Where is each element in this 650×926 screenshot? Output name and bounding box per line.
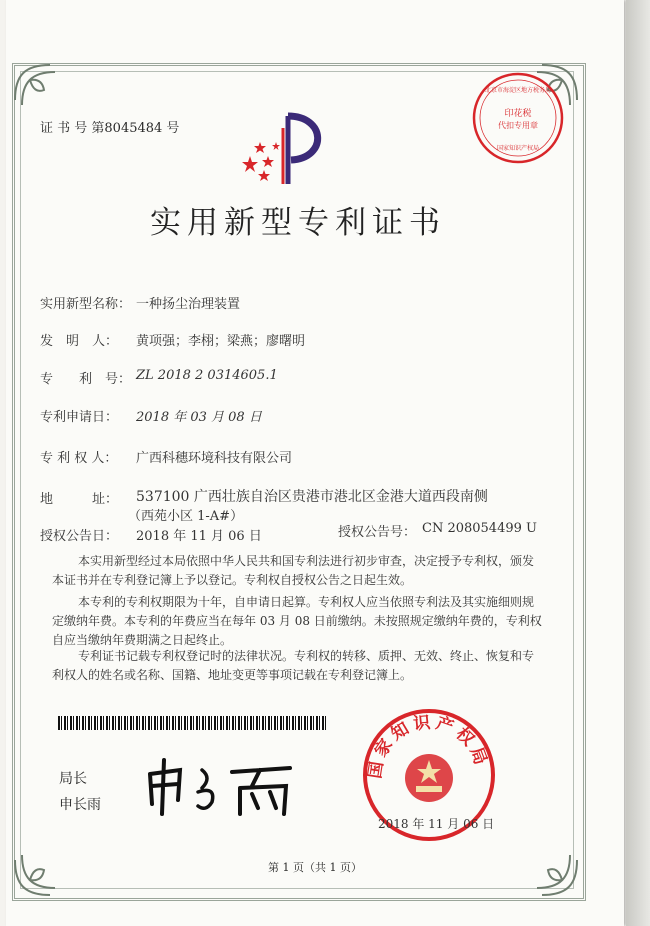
address-label: 地 址： xyxy=(40,492,119,507)
patentee-value: 广西科穗环境科技有限公司 xyxy=(136,451,293,466)
page-edge xyxy=(626,0,650,926)
grant-number-label: 授权公告号： xyxy=(338,525,417,540)
certificate-number: 证 书 号 第8045484 号 xyxy=(40,121,180,136)
grant-date-label: 授权公告日： xyxy=(40,529,119,544)
certificate-title: 实用新型专利证书 xyxy=(150,205,446,241)
model-name-value: 一种扬尘治理装置 xyxy=(136,297,241,312)
filing-date-value: 2018 年 03 月 08 日 xyxy=(136,410,262,425)
paragraph-3-line-1: 专利证书记载专利权登记时的法律状况。专利权的转移、质押、无效、终止、恢复和专 xyxy=(78,649,535,663)
patentee-label: 专 利 权 人： xyxy=(40,451,118,466)
tax-stamp-center-2: 代扣专用章 xyxy=(498,121,538,130)
tax-stamp-center-1: 印花税 xyxy=(504,109,532,119)
tax-stamp-bottom-text: 国家知识产权局 xyxy=(496,145,540,152)
national-emblem-icon xyxy=(405,754,453,802)
seal-ring-text: 国家知识产权局 xyxy=(365,712,492,780)
director-title: 局长 xyxy=(59,771,87,787)
paragraph-3-line-2: 利权人的姓名或名称、国籍、地址变更等事项记载在专利登记簿上。 xyxy=(52,668,413,682)
paragraph-2-line-2: 定缴纳年费。本专利的年费应当在每年 03 月 08 日前缴纳。未按照规定缴纳年费的，专利权 xyxy=(52,614,542,628)
address-value-line1: 537100 广西壮族自治区贵港市港北区金港大道西段南侧 xyxy=(136,489,488,505)
seal-date: 2018 年 11 月 06 日 xyxy=(378,817,495,831)
paragraph-2-line-1: 本专利的专利权期限为十年，自申请日起算。专利权人应当依照专利法及其实施细则规 xyxy=(78,595,535,609)
inventor-label: 发 明 人： xyxy=(40,334,119,349)
paragraph-1-line-2: 本证书并在专利登记簿上予以登记。专利权自授权公告之日起生效。 xyxy=(52,573,413,587)
paragraph-1-line-1: 本实用新型经过本局依照中华人民共和国专利法进行初步审查，决定授予专利权，颁发 xyxy=(78,554,535,568)
grant-number-value: CN 208054499 U xyxy=(422,521,537,536)
barcode xyxy=(58,716,326,730)
filing-date-label: 专利申请日： xyxy=(40,410,119,425)
director-signature xyxy=(140,756,310,818)
inventor-value: 黄项强；李栩；梁燕；廖曙明 xyxy=(136,334,306,349)
grant-date-value: 2018 年 11 月 06 日 xyxy=(136,529,262,544)
director-name: 申长雨 xyxy=(59,797,101,813)
patent-office-logo xyxy=(236,108,340,186)
corner-ornament-bottom-left xyxy=(10,830,80,900)
model-name-label: 实用新型名称： xyxy=(40,297,132,312)
page-number: 第 1 页（共 1 页） xyxy=(268,861,362,874)
tax-stamp-ring-text: 北京市海淀区地方税务局 xyxy=(484,87,552,94)
patent-number-label: 专 利 号： xyxy=(40,372,132,387)
paragraph-2-line-3: 自应当缴纳年费期满之日起终止。 xyxy=(52,633,233,647)
patent-number-value: ZL 2018 2 0314605.1 xyxy=(136,368,278,383)
corner-ornament-bottom-right xyxy=(512,830,582,900)
tax-stamp-seal xyxy=(470,70,566,166)
address-value-line2: （西苑小区 1-A#） xyxy=(128,509,244,524)
